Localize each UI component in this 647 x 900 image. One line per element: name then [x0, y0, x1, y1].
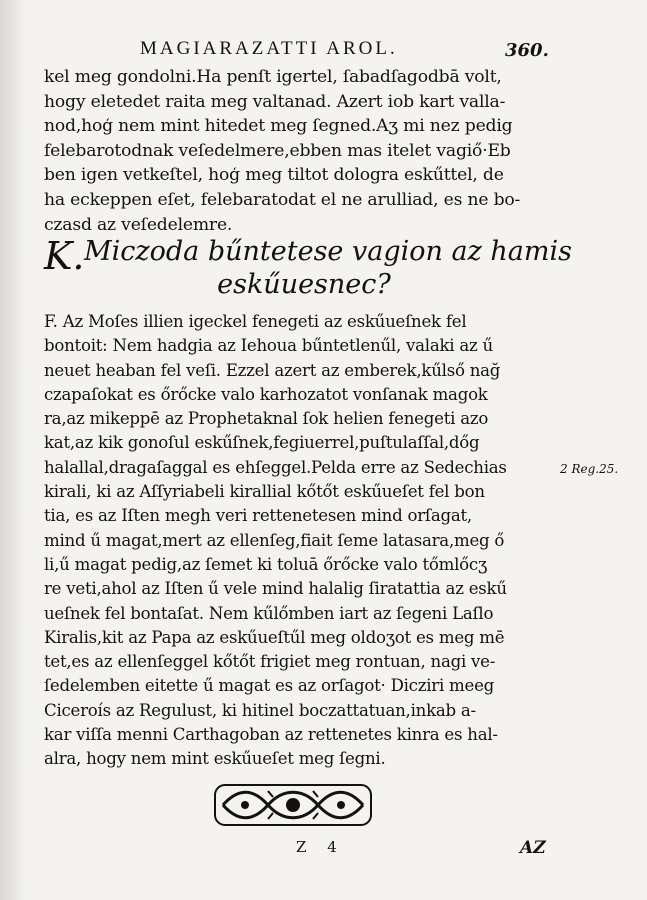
page-number: 360.: [505, 40, 549, 61]
text-line: ſedelemben eitette ű magat es az orſagot· Dicziri meeg: [44, 676, 495, 696]
text-line: tia, es az Iſten megh veri rettenetesen mind orſagat,: [44, 506, 472, 526]
text-line: alra, hogy nem mint eskűueſet meg ſegni.: [44, 749, 386, 769]
text-line: kar viſſa menni Carthagoban az rettenetes kinra es hal-: [44, 725, 498, 745]
text-line: felebarotodnak veſedelmere,ebben mas itelet vagiő·Eb: [44, 140, 511, 161]
text-line: halallal,dragaſaggal es ehſeggel.Pelda erre az Sedechias: [44, 457, 507, 477]
text-line: Kiralis,kit az Papa az eskűueſtűl meg oldoʒot es meg mē: [44, 627, 505, 647]
text-line: ueſnek fel bontaſat. Nem kűlőmben iart az ſegeni Laſlo: [44, 603, 494, 623]
text-line: czapaſokat es őrőcke valo karhozatot vonſanak magok: [44, 384, 488, 404]
text-line: mind ű magat,mert az ellenſeg,fiait ſeme latasara,meg ő: [44, 530, 505, 550]
page-gutter-shadow: [0, 0, 26, 900]
question-heading: [44, 234, 572, 301]
marginal-reference: 2 Reg.25.: [560, 462, 619, 476]
text-line: czasd az veſedelemre.: [44, 214, 233, 235]
text-line: re veti,ahol az Iſten ű vele mind halalig ſiratattia az eskű: [44, 579, 507, 599]
text-line: ben igen vetkeſtel, hoģ meg tiltot dologra eskűttel, de: [44, 165, 504, 186]
catchword: AZ: [520, 838, 546, 858]
text-line: kat,az kik gonoſul eskűſnek,fegiuerrel,puſtulaſſal,dőg: [44, 433, 480, 453]
text-line: kirali, ki az Aſſyriabeli kirallial kőtőt eskűueſet fel bon: [44, 482, 485, 502]
signature-mark: Z 4: [296, 838, 345, 856]
running-head: MAGIARAZATTI AROL.: [140, 38, 398, 59]
text-line: hogy eletedet raita meg valtanad. Azert iob kart valla-: [44, 91, 506, 112]
text-line: tet,es az ellenſeggel kőtőt frigiet meg rontuan, nagi ve-: [44, 652, 496, 672]
text-line: bontoit: Nem hadgia az Iehoua bűntetlenűl, valaki az ű: [44, 336, 493, 356]
intro-paragraph: [44, 65, 564, 237]
text-line: li,ű magat pedig,az ſemet ki toluā őrőcke valo tőmlőcʒ: [44, 554, 488, 574]
text-line: kel meg gondolni.Ha penſt igertel, ſabadſagodbā volt,: [44, 67, 502, 87]
text-line: nod,hoģ nem mint hitedet meg ſegned.Aʒ mi nez pedig: [44, 116, 513, 137]
text-line: ha eckeppen eſet, felebaratodat el ne arulliad, es ne bo-: [44, 189, 521, 210]
question-marker: K.: [44, 234, 85, 278]
answer-paragraph: [44, 310, 564, 772]
text-line: neuet heaban fel veſi. Ezzel azert az emberek,kűlső nağ: [44, 360, 501, 380]
text-line: ra,az mikeppē az Prophetaknal ſok helien fenegeti azo: [44, 409, 489, 429]
question-line: eskűuesnec?: [217, 269, 391, 300]
text-line: Ciceroís az Regulust, ki hitinel boczattatuan,inkab a-: [44, 700, 476, 720]
text-line: F. Az Moſes illien igeckel fenegeti az eskűueſnek fel: [44, 312, 467, 331]
printers-ornament-icon: [213, 783, 373, 827]
question-line: Miczoda bűntetese vagion az hamis: [84, 236, 572, 267]
